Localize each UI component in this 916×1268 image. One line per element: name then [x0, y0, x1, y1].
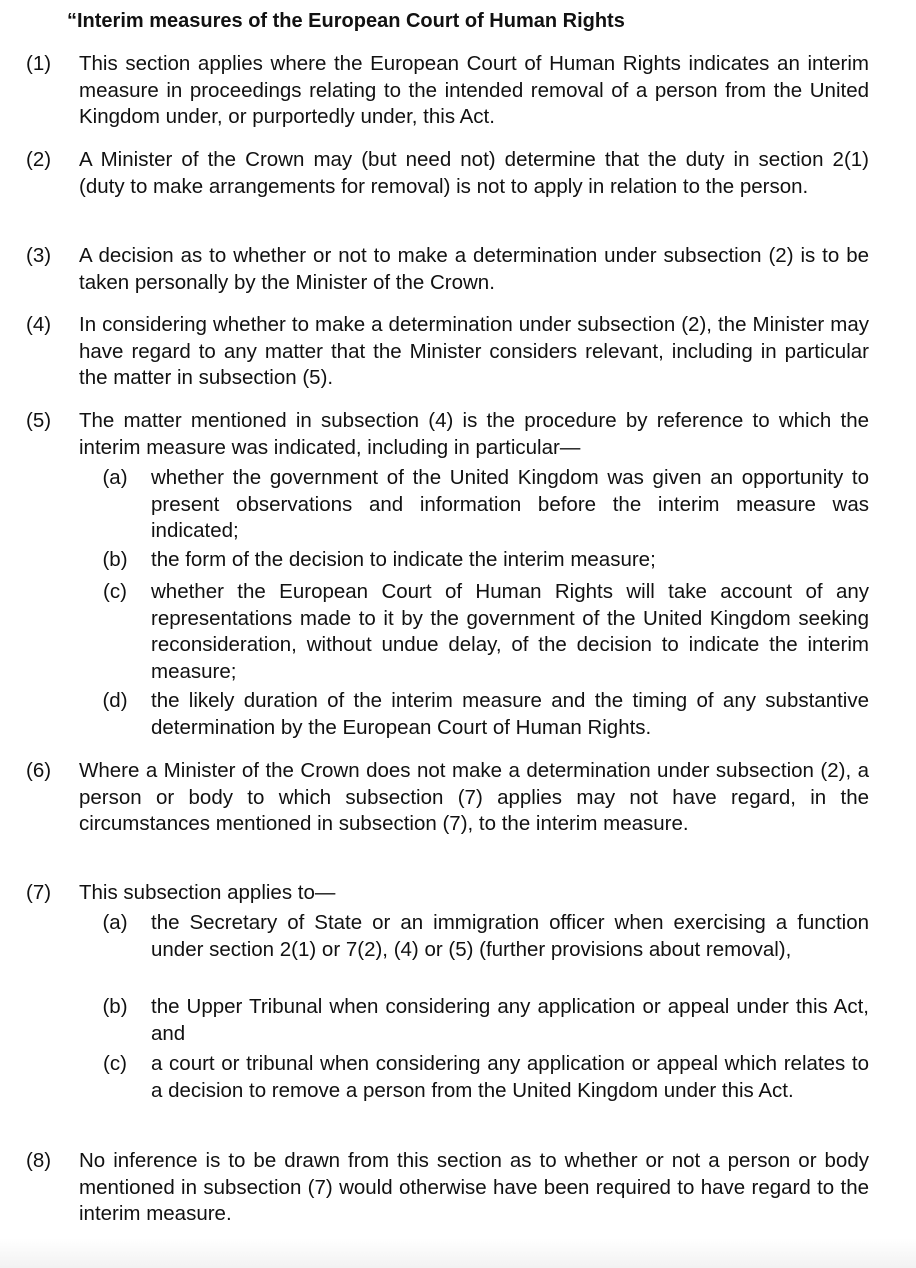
paragraph-text: whether the government of the United Kingdom was given an opportunity to present observations and information before the interim measure was indicated; [151, 466, 869, 542]
paragraph-text: the Secretary of State or an immigration officer when exercising a function under section 2(1) or 7(2), (4) or (5) (further provisions about removal), [151, 911, 869, 961]
subsection-text: The matter mentioned in subsection (4) is the procedure by reference to which the interim measure was indicated, including in particular— [79, 409, 869, 459]
paragraph-label: (c) [103, 1052, 127, 1075]
paragraph-label: (b) [102, 995, 128, 1018]
subsection-number: (7) [26, 881, 52, 904]
subsection-number: (2) [26, 148, 52, 171]
page-bottom-shadow [0, 1238, 916, 1268]
subsection-number: (6) [26, 759, 52, 782]
subsection-text: This subsection applies to— [79, 881, 336, 904]
subsection-text: No inference is to be drawn from this section as to whether or not a person or body mentioned in subsection (7) would otherwise have been required to have regard to the interim measure. [79, 1149, 869, 1225]
subsection-text: This section applies where the European Court of Human Rights indicates an interim measure in proceedings relating to the intended removal of a person from the United Kingdom under, or purportedly under, this Act. [79, 52, 869, 128]
subsection-text: A decision as to whether or not to make a determination under subsection (2) is to be taken personally by the Minister of the Crown. [79, 244, 869, 294]
paragraph-label: (b) [102, 548, 128, 571]
subsection-number: (4) [26, 313, 52, 336]
paragraph-label: (c) [103, 580, 127, 603]
subsection-number: (3) [26, 244, 52, 267]
paragraph-text: whether the European Court of Human Rights will take account of any representations made to it by the government of the United Kingdom seeking reconsideration, without undue delay, of the decision to indicate the interim measure; [151, 580, 869, 683]
paragraph-label: (d) [102, 689, 128, 712]
subsection-number: (1) [26, 52, 52, 75]
paragraph-text: the likely duration of the interim measure and the timing of any substantive determination by the European Court of Human Rights. [151, 689, 869, 739]
subsection-number: (5) [26, 409, 52, 432]
paragraph-text: a court or tribunal when considering any application or appeal which relates to a decision to remove a person from the United Kingdom under this Act. [151, 1052, 869, 1102]
paragraph-text: the Upper Tribunal when considering any application or appeal under this Act, and [151, 995, 869, 1045]
paragraph-label: (a) [102, 466, 128, 489]
subsection-number: (8) [26, 1149, 52, 1172]
paragraph-label: (a) [102, 911, 128, 934]
subsection-text: Where a Minister of the Crown does not make a determination under subsection (2), a person or body to which subsection (7) applies may not have regard, in the circumstances mentioned in subsection (7), to the interim measure. [79, 759, 869, 835]
section-heading: “Interim measures of the European Court of Human Rights [67, 10, 625, 32]
subsection-text: A Minister of the Crown may (but need not) determine that the duty in section 2(1) (duty to make arrangements for removal) is not to apply in relation to the person. [79, 148, 869, 198]
paragraph-text: the form of the decision to indicate the interim measure; [151, 548, 656, 571]
subsection-text: In considering whether to make a determination under subsection (2), the Minister may have regard to any matter that the Minister considers relevant, including in particular the matter in subsection (5). [79, 313, 869, 389]
